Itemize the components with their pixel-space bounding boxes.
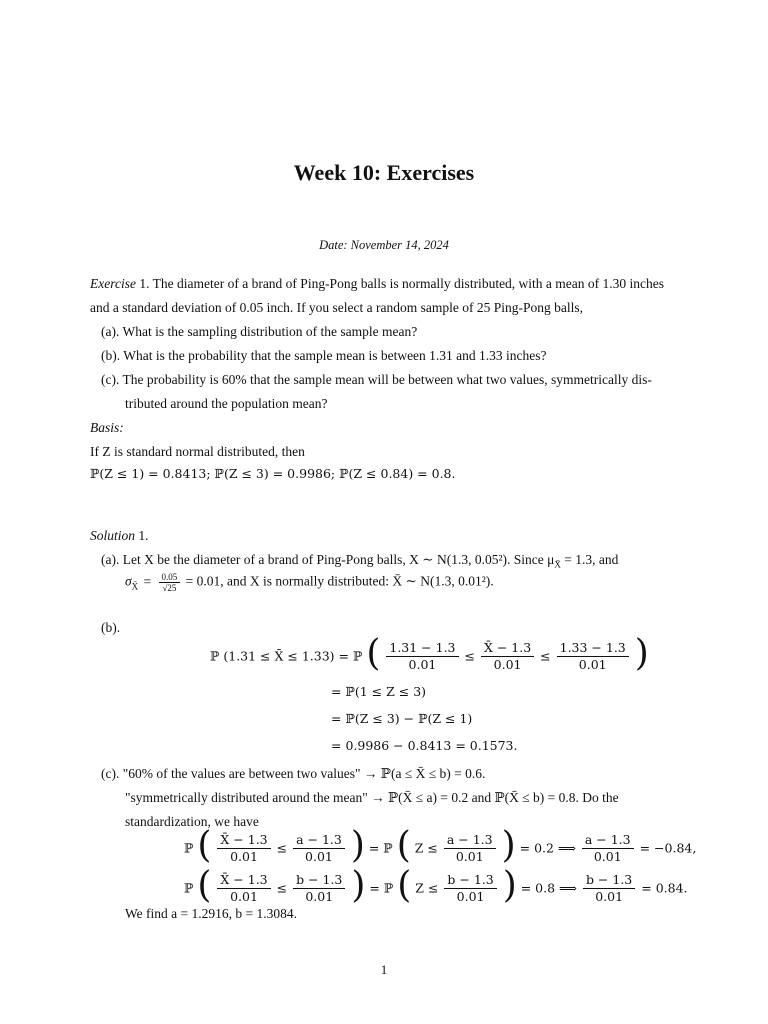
left-paren: ( xyxy=(397,865,412,906)
date-line: Date: November 14, 2024 xyxy=(319,238,449,252)
exercise-line-1 xyxy=(90,276,664,292)
page-number: 1 xyxy=(380,962,388,977)
solution-a-line-1 xyxy=(101,552,618,570)
solution-b-step-4: = 0.9986 − 0.8413 = 0.1573. xyxy=(331,738,518,753)
part-text: What is the probability that the sample mean is between 1.31 and 1.33 inches? xyxy=(123,348,547,363)
leq-sign: ≤ xyxy=(540,648,551,664)
z-leq: Z ≤ xyxy=(415,880,439,896)
fraction xyxy=(557,640,629,673)
solution-heading xyxy=(90,528,149,544)
exercise-label: Exercise xyxy=(90,276,136,291)
part-label: (b). xyxy=(101,348,121,363)
fraction-numerator: b − 1.3 xyxy=(583,872,635,889)
implication: = 0.8 ⟹ xyxy=(520,880,577,896)
solution-b-step-2: = ℙ(1 ≤ Z ≤ 3) xyxy=(331,684,427,699)
prob-symbol: ℙ xyxy=(184,880,194,896)
right-paren: ) xyxy=(351,865,366,906)
solution-a-text-end: = 1.3, and xyxy=(560,552,619,567)
fraction xyxy=(444,832,496,865)
implication: = 0.2 ⟹ xyxy=(519,840,576,856)
fraction-denominator: 0.01 xyxy=(408,656,437,672)
solution-label: Solution xyxy=(90,528,136,543)
solution-a-text: Let X be the diameter of a brand of Ping-Pong balls, X ∼ N(1.3, 0.05²). Since μ xyxy=(122,552,555,567)
exercise-part-a xyxy=(101,324,417,340)
basis-line-1: If Z is standard normal distributed, then xyxy=(90,444,305,459)
fraction-denominator: 0.01 xyxy=(493,656,522,672)
fraction xyxy=(159,572,181,593)
fraction-numerator: 1.31 − 1.3 xyxy=(386,640,458,657)
equation-end: = −0.84, xyxy=(639,840,697,856)
right-paren: ) xyxy=(350,825,365,866)
basis-label: Basis: xyxy=(90,420,124,435)
fraction-denominator: 0.01 xyxy=(230,848,258,864)
page-title: Week 10: Exercises xyxy=(293,160,475,185)
leq-sign: ≤ xyxy=(464,648,475,664)
fraction-denominator: 0.01 xyxy=(230,888,258,904)
fraction-denominator: 0.01 xyxy=(595,888,624,904)
solution-c-equation-1 xyxy=(184,825,697,866)
fraction xyxy=(582,832,634,865)
solution-c-find: We find a = 1.2916, b = 1.3084. xyxy=(125,906,297,921)
equation-end: = 0.84. xyxy=(641,880,688,896)
fraction-numerator: a − 1.3 xyxy=(444,832,496,849)
exercise-number: 1. xyxy=(139,276,150,291)
fraction-denominator: √25 xyxy=(162,583,177,593)
sigma-symbol: σ xyxy=(125,573,132,589)
exercise-part-c xyxy=(101,372,652,388)
left-paren: ( xyxy=(197,865,212,906)
fraction xyxy=(481,640,534,673)
fraction xyxy=(386,640,458,673)
fraction-denominator: 0.01 xyxy=(578,656,607,672)
left-paren: ( xyxy=(396,825,411,866)
exercise-part-b xyxy=(101,348,547,364)
fraction xyxy=(444,872,496,905)
part-label: (c). xyxy=(101,372,120,387)
fraction-numerator: b − 1.3 xyxy=(444,872,496,889)
fraction xyxy=(583,872,635,905)
fraction-numerator: X̄ − 1.3 xyxy=(217,872,270,889)
part-label: (a). xyxy=(101,552,120,567)
right-paren: ) xyxy=(501,825,516,866)
exercise-line-2: and a standard deviation of 0.05 inch. If you select a random sample of 25 Ping-Pong balls, xyxy=(90,300,584,315)
equals-prob: = ℙ xyxy=(368,840,393,856)
exercise-part-c-cont: tributed around the population mean? xyxy=(125,396,328,411)
prob-symbol: ℙ xyxy=(184,840,194,856)
z-leq: Z ≤ xyxy=(414,840,438,856)
left-paren: ( xyxy=(366,633,381,674)
fraction-denominator: 0.01 xyxy=(305,848,333,864)
solution-c-line-1 xyxy=(101,766,485,782)
equals-prob: = ℙ xyxy=(369,880,394,896)
solution-c-equation-2 xyxy=(184,865,688,906)
fraction-denominator: 0.01 xyxy=(593,848,622,864)
left-paren: ( xyxy=(197,825,212,866)
part-label: (a). xyxy=(101,324,120,339)
fraction-denominator: 0.01 xyxy=(456,888,485,904)
solution-a-text-2: = 0.01, and X is normally distributed: X̄ ∼ N(1.3, 0.01²). xyxy=(185,573,494,589)
fraction xyxy=(293,832,345,865)
fraction-denominator: 0.01 xyxy=(305,888,334,904)
solution-c-text-1: "60% of the values are between two values" → ℙ(a ≤ X̄ ≤ b) = 0.6. xyxy=(122,766,486,781)
exercise-text-1: The diameter of a brand of Ping-Pong balls is normally distributed, with a mean of 1.30 inches xyxy=(152,276,665,291)
right-paren: ) xyxy=(634,633,649,674)
solution-c-line-3: standardization, we have xyxy=(125,814,259,829)
fraction-numerator: X̄ − 1.3 xyxy=(481,640,534,657)
fraction-denominator: 0.01 xyxy=(455,848,484,864)
leq-sign: ≤ xyxy=(276,880,288,896)
solution-number: 1. xyxy=(138,528,149,543)
solution-b-label: (b). xyxy=(101,620,121,635)
solution-b-step-3: = ℙ(Z ≤ 3) − ℙ(Z ≤ 1) xyxy=(331,711,473,726)
solution-b-equation-1 xyxy=(210,633,649,674)
leq-sign: ≤ xyxy=(276,840,288,856)
basis-line-2: ℙ(Z ≤ 1) = 0.8413; ℙ(Z ≤ 3) = 0.9986; ℙ(Z ≤ 0.84) = 0.8. xyxy=(90,466,456,481)
solution-a-line-2 xyxy=(125,572,494,593)
equals-sign: = xyxy=(143,573,152,589)
fraction xyxy=(217,832,270,865)
solution-c-line-2: "symmetrically distributed around the mean" → ℙ(X̄ ≤ a) = 0.2 and ℙ(X̄ ≤ b) = 0.8. Do the xyxy=(125,790,619,805)
fraction xyxy=(293,872,345,905)
part-text: The probability is 60% that the sample mean will be between what two values, symmetrically dis- xyxy=(122,372,652,387)
fraction-numerator: b − 1.3 xyxy=(293,872,345,889)
fraction-numerator: a − 1.3 xyxy=(293,832,345,849)
part-text: What is the sampling distribution of the sample mean? xyxy=(122,324,418,339)
fraction xyxy=(217,872,270,905)
fraction-numerator: 0.05 xyxy=(159,572,181,583)
subscript: X̄ xyxy=(131,581,139,592)
right-paren: ) xyxy=(502,865,517,906)
subscript: X̄ xyxy=(554,559,561,570)
fraction-numerator: a − 1.3 xyxy=(582,832,634,849)
fraction-numerator: 1.33 − 1.3 xyxy=(557,640,629,657)
equation-lhs: ℙ (1.31 ≤ X̄ ≤ 1.33) = ℙ xyxy=(210,648,363,664)
fraction-numerator: X̄ − 1.3 xyxy=(217,832,270,849)
part-label: (c). xyxy=(101,766,120,781)
